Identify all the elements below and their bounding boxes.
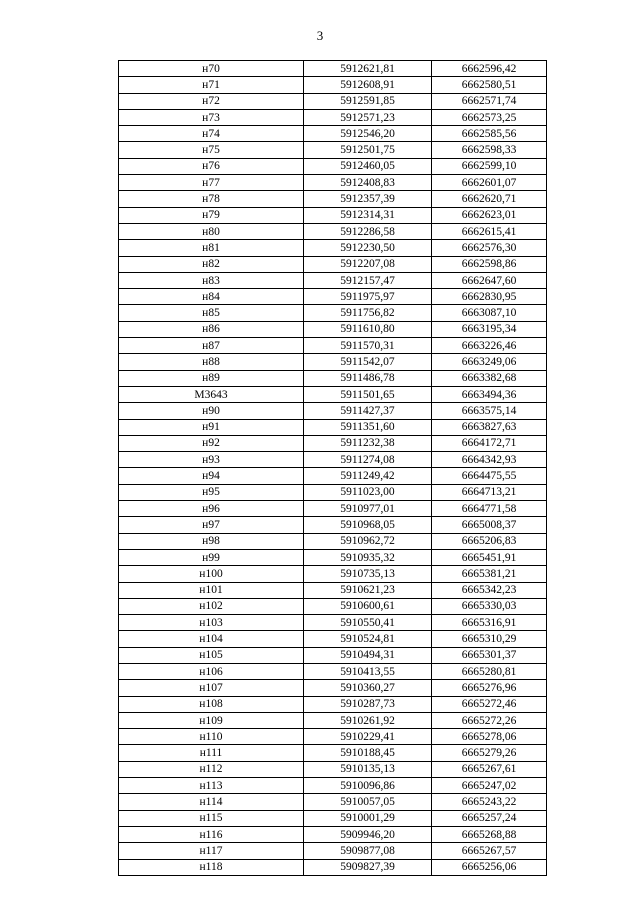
point-id-cell: н76 bbox=[119, 158, 304, 174]
x-coordinate-cell: 5912408,83 bbox=[304, 175, 432, 191]
table-row bbox=[119, 370, 547, 386]
table-row bbox=[119, 321, 547, 337]
table-row bbox=[119, 680, 547, 696]
point-id-cell: н86 bbox=[119, 321, 304, 337]
table-row bbox=[119, 468, 547, 484]
y-coordinate-cell: 6662573,25 bbox=[432, 109, 547, 125]
y-coordinate-cell: 6664342,93 bbox=[432, 452, 547, 468]
table-row bbox=[119, 61, 547, 77]
x-coordinate-cell: 5910600,61 bbox=[304, 598, 432, 614]
y-coordinate-cell: 6665279,26 bbox=[432, 745, 547, 761]
table-row bbox=[119, 843, 547, 859]
y-coordinate-cell: 6663494,36 bbox=[432, 386, 547, 402]
table-row bbox=[119, 338, 547, 354]
y-coordinate-cell: 6665267,57 bbox=[432, 843, 547, 859]
point-id-cell: н84 bbox=[119, 289, 304, 305]
table-row bbox=[119, 533, 547, 549]
y-coordinate-cell: 6665268,88 bbox=[432, 826, 547, 842]
x-coordinate-cell: 5910968,05 bbox=[304, 517, 432, 533]
x-coordinate-cell: 5911232,38 bbox=[304, 435, 432, 451]
y-coordinate-cell: 6665247,02 bbox=[432, 778, 547, 794]
point-id-cell: н105 bbox=[119, 647, 304, 663]
x-coordinate-cell: 5910977,01 bbox=[304, 501, 432, 517]
x-coordinate-cell: 5910057,05 bbox=[304, 794, 432, 810]
y-coordinate-cell: 6662599,10 bbox=[432, 158, 547, 174]
y-coordinate-cell: 6665342,23 bbox=[432, 582, 547, 598]
table-row bbox=[119, 158, 547, 174]
point-id-cell: н89 bbox=[119, 370, 304, 386]
point-id-cell: н116 bbox=[119, 826, 304, 842]
table-row bbox=[119, 517, 547, 533]
y-coordinate-cell: 6663249,06 bbox=[432, 354, 547, 370]
x-coordinate-cell: 5911570,31 bbox=[304, 338, 432, 354]
point-id-cell: н73 bbox=[119, 109, 304, 125]
coordinates-table-body bbox=[119, 61, 547, 876]
table-row bbox=[119, 566, 547, 582]
y-coordinate-cell: 6663575,14 bbox=[432, 403, 547, 419]
point-id-cell: н88 bbox=[119, 354, 304, 370]
x-coordinate-cell: 5912314,31 bbox=[304, 207, 432, 223]
table-row bbox=[119, 354, 547, 370]
table-row bbox=[119, 647, 547, 663]
table-row bbox=[119, 598, 547, 614]
point-id-cell: н95 bbox=[119, 484, 304, 500]
x-coordinate-cell: 5910550,41 bbox=[304, 615, 432, 631]
table-row bbox=[119, 142, 547, 158]
table-row bbox=[119, 191, 547, 207]
point-id-cell: н101 bbox=[119, 582, 304, 598]
point-id-cell: н80 bbox=[119, 223, 304, 239]
point-id-cell: н108 bbox=[119, 696, 304, 712]
x-coordinate-cell: 5911975,97 bbox=[304, 289, 432, 305]
point-id-cell: н97 bbox=[119, 517, 304, 533]
point-id-cell: н79 bbox=[119, 207, 304, 223]
point-id-cell: н75 bbox=[119, 142, 304, 158]
point-id-cell: н99 bbox=[119, 549, 304, 565]
table-row bbox=[119, 403, 547, 419]
x-coordinate-cell: 5910229,41 bbox=[304, 729, 432, 745]
point-id-cell: н91 bbox=[119, 419, 304, 435]
point-id-cell: М3643 bbox=[119, 386, 304, 402]
y-coordinate-cell: 6664475,55 bbox=[432, 468, 547, 484]
coordinates-table bbox=[118, 60, 547, 876]
y-coordinate-cell: 6662615,41 bbox=[432, 223, 547, 239]
x-coordinate-cell: 5910524,81 bbox=[304, 631, 432, 647]
x-coordinate-cell: 5909877,08 bbox=[304, 843, 432, 859]
table-row bbox=[119, 126, 547, 142]
table-row bbox=[119, 109, 547, 125]
x-coordinate-cell: 5912591,85 bbox=[304, 93, 432, 109]
table-row bbox=[119, 305, 547, 321]
x-coordinate-cell: 5912546,20 bbox=[304, 126, 432, 142]
y-coordinate-cell: 6662647,60 bbox=[432, 272, 547, 288]
point-id-cell: н78 bbox=[119, 191, 304, 207]
table-row bbox=[119, 859, 547, 875]
y-coordinate-cell: 6662585,56 bbox=[432, 126, 547, 142]
y-coordinate-cell: 6663087,10 bbox=[432, 305, 547, 321]
y-coordinate-cell: 6662601,07 bbox=[432, 175, 547, 191]
table-row bbox=[119, 549, 547, 565]
y-coordinate-cell: 6663827,63 bbox=[432, 419, 547, 435]
table-row bbox=[119, 501, 547, 517]
y-coordinate-cell: 6663226,46 bbox=[432, 338, 547, 354]
y-coordinate-cell: 6664172,71 bbox=[432, 435, 547, 451]
point-id-cell: н92 bbox=[119, 435, 304, 451]
table-row bbox=[119, 582, 547, 598]
x-coordinate-cell: 5912230,50 bbox=[304, 240, 432, 256]
x-coordinate-cell: 5911274,08 bbox=[304, 452, 432, 468]
y-coordinate-cell: 6665276,96 bbox=[432, 680, 547, 696]
x-coordinate-cell: 5909946,20 bbox=[304, 826, 432, 842]
table-row bbox=[119, 761, 547, 777]
x-coordinate-cell: 5910287,73 bbox=[304, 696, 432, 712]
x-coordinate-cell: 5912357,39 bbox=[304, 191, 432, 207]
table-row bbox=[119, 663, 547, 679]
y-coordinate-cell: 6662596,42 bbox=[432, 61, 547, 77]
x-coordinate-cell: 5912460,05 bbox=[304, 158, 432, 174]
y-coordinate-cell: 6665272,26 bbox=[432, 712, 547, 728]
y-coordinate-cell: 6665267,61 bbox=[432, 761, 547, 777]
point-id-cell: н94 bbox=[119, 468, 304, 484]
table-row bbox=[119, 256, 547, 272]
table-row bbox=[119, 175, 547, 191]
table-row bbox=[119, 712, 547, 728]
x-coordinate-cell: 5912571,23 bbox=[304, 109, 432, 125]
point-id-cell: н102 bbox=[119, 598, 304, 614]
point-id-cell: н118 bbox=[119, 859, 304, 875]
y-coordinate-cell: 6665451,91 bbox=[432, 549, 547, 565]
x-coordinate-cell: 5910413,55 bbox=[304, 663, 432, 679]
y-coordinate-cell: 6665206,83 bbox=[432, 533, 547, 549]
point-id-cell: н70 bbox=[119, 61, 304, 77]
x-coordinate-cell: 5910188,45 bbox=[304, 745, 432, 761]
point-id-cell: н115 bbox=[119, 810, 304, 826]
x-coordinate-cell: 5910962,72 bbox=[304, 533, 432, 549]
x-coordinate-cell: 5911023,00 bbox=[304, 484, 432, 500]
table-row bbox=[119, 778, 547, 794]
table-row bbox=[119, 207, 547, 223]
point-id-cell: н107 bbox=[119, 680, 304, 696]
table-row bbox=[119, 631, 547, 647]
y-coordinate-cell: 6665381,21 bbox=[432, 566, 547, 582]
y-coordinate-cell: 6665301,37 bbox=[432, 647, 547, 663]
x-coordinate-cell: 5912501,75 bbox=[304, 142, 432, 158]
y-coordinate-cell: 6663382,68 bbox=[432, 370, 547, 386]
point-id-cell: н93 bbox=[119, 452, 304, 468]
table-row bbox=[119, 794, 547, 810]
point-id-cell: н100 bbox=[119, 566, 304, 582]
point-id-cell: н81 bbox=[119, 240, 304, 256]
y-coordinate-cell: 6662580,51 bbox=[432, 77, 547, 93]
point-id-cell: н113 bbox=[119, 778, 304, 794]
table-row bbox=[119, 484, 547, 500]
x-coordinate-cell: 5912621,81 bbox=[304, 61, 432, 77]
point-id-cell: н71 bbox=[119, 77, 304, 93]
table-row bbox=[119, 77, 547, 93]
point-id-cell: н109 bbox=[119, 712, 304, 728]
x-coordinate-cell: 5910360,27 bbox=[304, 680, 432, 696]
x-coordinate-cell: 5912207,08 bbox=[304, 256, 432, 272]
y-coordinate-cell: 6665257,24 bbox=[432, 810, 547, 826]
x-coordinate-cell: 5910935,32 bbox=[304, 549, 432, 565]
x-coordinate-cell: 5911542,07 bbox=[304, 354, 432, 370]
x-coordinate-cell: 5911610,80 bbox=[304, 321, 432, 337]
table-row bbox=[119, 272, 547, 288]
table-row bbox=[119, 826, 547, 842]
page-number: 3 bbox=[316, 28, 324, 43]
y-coordinate-cell: 6662571,74 bbox=[432, 93, 547, 109]
y-coordinate-cell: 6665256,06 bbox=[432, 859, 547, 875]
y-coordinate-cell: 6664713,21 bbox=[432, 484, 547, 500]
x-coordinate-cell: 5910096,86 bbox=[304, 778, 432, 794]
point-id-cell: н82 bbox=[119, 256, 304, 272]
x-coordinate-cell: 5910621,23 bbox=[304, 582, 432, 598]
point-id-cell: н77 bbox=[119, 175, 304, 191]
table-row bbox=[119, 419, 547, 435]
table-row bbox=[119, 240, 547, 256]
x-coordinate-cell: 5909827,39 bbox=[304, 859, 432, 875]
x-coordinate-cell: 5912286,58 bbox=[304, 223, 432, 239]
y-coordinate-cell: 6662576,30 bbox=[432, 240, 547, 256]
table-row bbox=[119, 93, 547, 109]
point-id-cell: н87 bbox=[119, 338, 304, 354]
point-id-cell: н114 bbox=[119, 794, 304, 810]
x-coordinate-cell: 5911351,60 bbox=[304, 419, 432, 435]
y-coordinate-cell: 6665310,29 bbox=[432, 631, 547, 647]
point-id-cell: н90 bbox=[119, 403, 304, 419]
x-coordinate-cell: 5910735,13 bbox=[304, 566, 432, 582]
table-row bbox=[119, 452, 547, 468]
point-id-cell: н112 bbox=[119, 761, 304, 777]
x-coordinate-cell: 5910135,13 bbox=[304, 761, 432, 777]
table-row bbox=[119, 289, 547, 305]
x-coordinate-cell: 5911427,37 bbox=[304, 403, 432, 419]
x-coordinate-cell: 5911486,78 bbox=[304, 370, 432, 386]
point-id-cell: н117 bbox=[119, 843, 304, 859]
point-id-cell: н110 bbox=[119, 729, 304, 745]
table-row bbox=[119, 745, 547, 761]
x-coordinate-cell: 5911249,42 bbox=[304, 468, 432, 484]
point-id-cell: н96 bbox=[119, 501, 304, 517]
y-coordinate-cell: 6662598,33 bbox=[432, 142, 547, 158]
y-coordinate-cell: 6665316,91 bbox=[432, 615, 547, 631]
table-row bbox=[119, 729, 547, 745]
table-row bbox=[119, 386, 547, 402]
y-coordinate-cell: 6665008,37 bbox=[432, 517, 547, 533]
x-coordinate-cell: 5912157,47 bbox=[304, 272, 432, 288]
y-coordinate-cell: 6665272,46 bbox=[432, 696, 547, 712]
y-coordinate-cell: 6662623,01 bbox=[432, 207, 547, 223]
y-coordinate-cell: 6663195,34 bbox=[432, 321, 547, 337]
y-coordinate-cell: 6665278,06 bbox=[432, 729, 547, 745]
point-id-cell: н106 bbox=[119, 663, 304, 679]
x-coordinate-cell: 5910494,31 bbox=[304, 647, 432, 663]
y-coordinate-cell: 6662620,71 bbox=[432, 191, 547, 207]
table-row bbox=[119, 696, 547, 712]
point-id-cell: н83 bbox=[119, 272, 304, 288]
x-coordinate-cell: 5910001,29 bbox=[304, 810, 432, 826]
point-id-cell: н98 bbox=[119, 533, 304, 549]
point-id-cell: н104 bbox=[119, 631, 304, 647]
y-coordinate-cell: 6664771,58 bbox=[432, 501, 547, 517]
y-coordinate-cell: 6662830,95 bbox=[432, 289, 547, 305]
x-coordinate-cell: 5911756,82 bbox=[304, 305, 432, 321]
x-coordinate-cell: 5910261,92 bbox=[304, 712, 432, 728]
table-row bbox=[119, 435, 547, 451]
y-coordinate-cell: 6665243,22 bbox=[432, 794, 547, 810]
table-row bbox=[119, 615, 547, 631]
y-coordinate-cell: 6665280,81 bbox=[432, 663, 547, 679]
y-coordinate-cell: 6665330,03 bbox=[432, 598, 547, 614]
x-coordinate-cell: 5912608,91 bbox=[304, 77, 432, 93]
point-id-cell: н103 bbox=[119, 615, 304, 631]
point-id-cell: н111 bbox=[119, 745, 304, 761]
point-id-cell: н85 bbox=[119, 305, 304, 321]
y-coordinate-cell: 6662598,86 bbox=[432, 256, 547, 272]
point-id-cell: н74 bbox=[119, 126, 304, 142]
table-row bbox=[119, 810, 547, 826]
x-coordinate-cell: 5911501,65 bbox=[304, 386, 432, 402]
table-row bbox=[119, 223, 547, 239]
point-id-cell: н72 bbox=[119, 93, 304, 109]
